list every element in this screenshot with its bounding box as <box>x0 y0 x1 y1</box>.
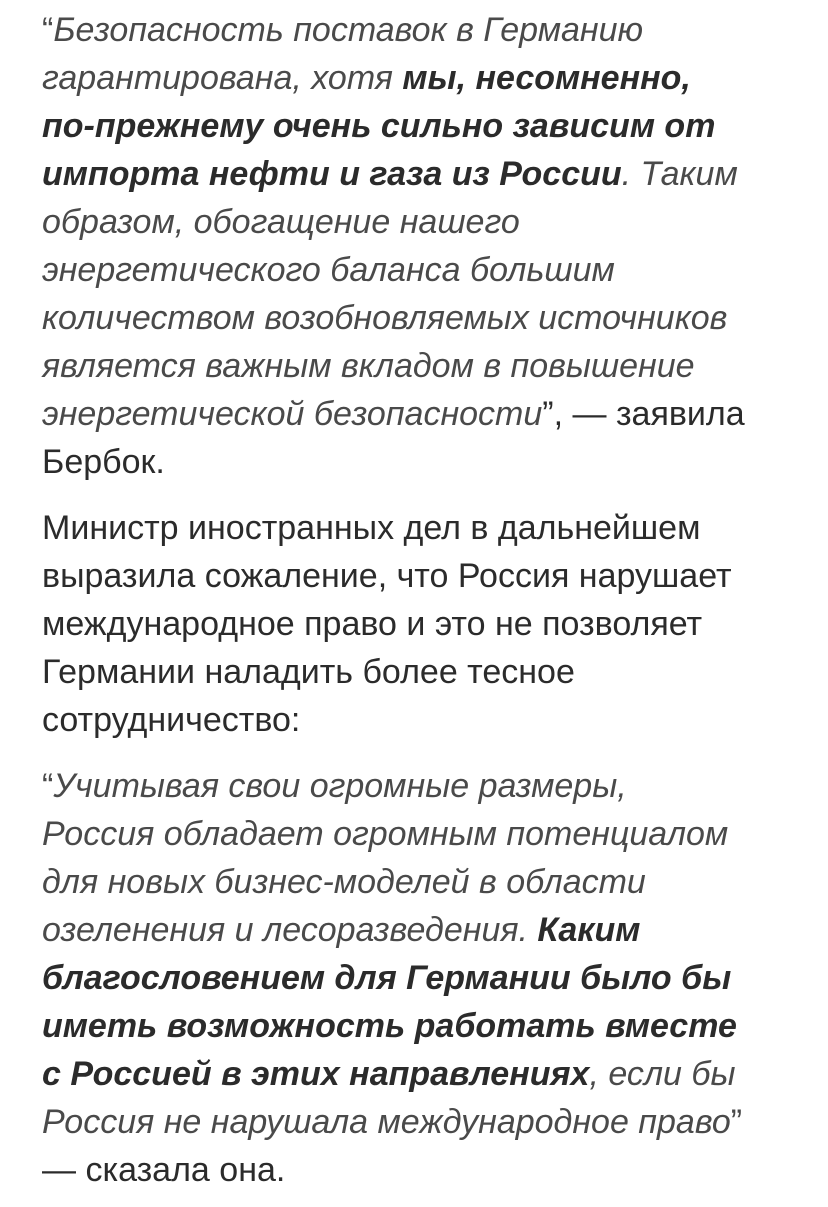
emphasized-text: мы, несомненно, <box>402 59 691 97</box>
text-line <box>42 198 788 246</box>
text-line <box>42 696 788 744</box>
text-run: является важным вкладом в повышение <box>42 347 695 385</box>
text-run: Учитывая свои огромные размеры, <box>53 767 627 805</box>
text-line <box>42 762 788 810</box>
text-run: . Таким <box>621 155 738 193</box>
text-run: гарантирована, хотя <box>42 59 403 97</box>
quote-paragraph-russia-potential <box>42 762 788 1194</box>
text-run: Бербок. <box>42 443 165 481</box>
text-line <box>42 1050 788 1098</box>
emphasized-text: по-прежнему очень сильно зависим от <box>42 107 716 145</box>
text-run: , если бы <box>589 1055 736 1093</box>
text-run: Безопасность поставок в Германию <box>53 11 644 49</box>
text-line <box>42 600 788 648</box>
text-line <box>42 504 788 552</box>
text-run: озеленения и лесоразведения. <box>42 911 538 949</box>
text-run: Германии наладить более тесное <box>42 653 575 691</box>
text-run: международное право и это не позволяет <box>42 605 703 643</box>
quote-mark: “ <box>42 11 54 49</box>
text-line <box>42 648 788 696</box>
text-run: количеством возобновляемых источников <box>42 299 728 337</box>
text-run: энергетической безопасности <box>42 395 543 433</box>
text-line <box>42 552 788 600</box>
quote-mark: “ <box>42 767 54 805</box>
text-line <box>42 54 788 102</box>
text-line <box>42 858 788 906</box>
text-line <box>42 246 788 294</box>
text-line <box>42 342 788 390</box>
text-run: для новых бизнес-моделей в области <box>42 863 646 901</box>
text-run: сотрудничество: <box>42 701 301 739</box>
text-run: ”, — заявила <box>542 395 745 433</box>
text-run: Россия не нарушала международное право <box>42 1103 731 1141</box>
quote-mark: ” <box>730 1103 743 1141</box>
text-run: Министр иностранных дел в дальнейшем <box>42 509 701 547</box>
emphasized-text: Каким <box>537 911 641 949</box>
text-run: образом, обогащение нашего <box>42 203 520 241</box>
text-line <box>42 102 788 150</box>
text-line <box>42 1146 788 1194</box>
text-line <box>42 294 788 342</box>
paragraph-minister-regret <box>42 504 788 744</box>
text-line <box>42 954 788 1002</box>
emphasized-text: импорта нефти и газа из России <box>42 155 622 193</box>
emphasized-text: иметь возможность работать вместе <box>42 1007 737 1045</box>
quote-paragraph-energy-security <box>42 6 788 486</box>
emphasized-text: с Россией в этих направлениях <box>42 1055 590 1093</box>
text-line <box>42 150 788 198</box>
text-line <box>42 1002 788 1050</box>
text-line <box>42 438 788 486</box>
text-line <box>42 6 788 54</box>
text-line <box>42 1098 788 1146</box>
text-line <box>42 390 788 438</box>
text-line <box>42 906 788 954</box>
text-line <box>42 810 788 858</box>
text-run: энергетического баланса большим <box>42 251 615 289</box>
text-run: Россия обладает огромным потенциалом <box>42 815 729 853</box>
text-run: выразила сожаление, что Россия нарушает <box>42 557 732 595</box>
emphasized-text: благословением для Германии было бы <box>42 959 732 997</box>
text-run: — сказала она. <box>42 1151 286 1189</box>
